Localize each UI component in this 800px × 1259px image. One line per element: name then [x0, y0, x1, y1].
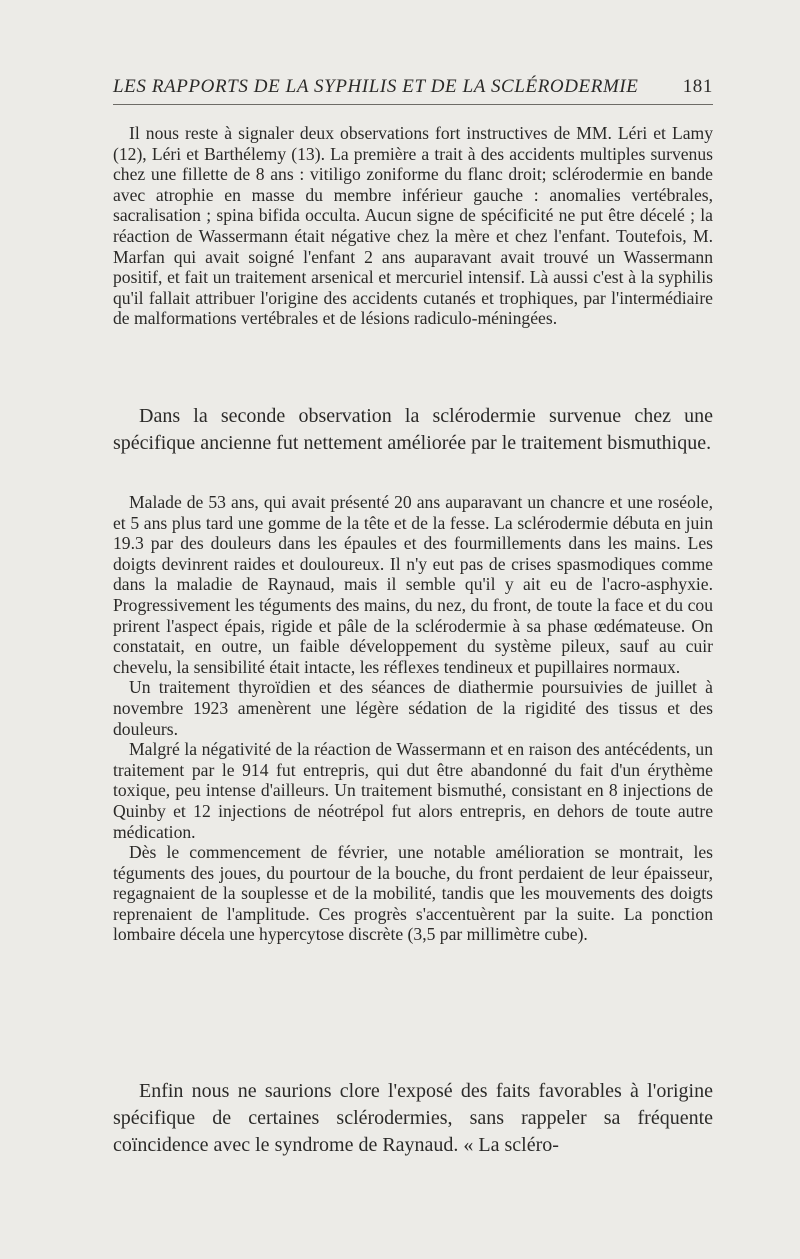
case-paragraph: Dès le commencement de février, une notable amélioration se montrait, les téguments des joues, du pourtour de la bouche, du front perdaient de leur épaisseur, regagnaient de la souplesse et de la mobilité, tandis que les mouvements des doigts reprenaient de l'amplitude. Ces progrès s'accentuèrent par la suite. La ponction lombaire décela une hypercytose discrète (3,5 par millimètre cube). — [113, 842, 713, 945]
page-number: 181 — [682, 76, 713, 97]
paragraph-text: Enfin nous ne saurions clore l'exposé des faits favorables à l'origine spécifique de certaines sclérodermies, sans rappeler sa fréquente coïncidence avec le syndrome de Raynaud. « La scléro- — [113, 1080, 713, 1156]
case-paragraph: Malade de 53 ans, qui avait présenté 20 ans auparavant un chancre et une roséole, et 5 ans plus tard une gomme de la tête et de la fesse. La sclérodermie débuta en juin 19.3 par des douleurs dans les épaules et des fourmillements dans les mains. Les doigts devinrent raides et douloureux. Il n'y eut pas de crises spasmodiques comme dans la maladie de Raynaud, mais il semble qu'il y ait eu de l'acro-asphyxie. Progressivement les téguments des mains, du nez, du front, de toute la face et du cou prirent l'aspect épais, rigide et pâle de la sclérodermie à sa phase œdémateuse. On constatait, en outre, un faible développement du système pileux, sauf au cuir chevelu, la sensibilité était intacte, les réflexes tendineux et pupillaires normaux. — [113, 492, 713, 677]
paragraph-text: Il nous reste à signaler deux observations fort instructives de MM. Léri et Lamy (12), Léri et Barthélemy (13). La première a trait à des accidents multiples survenus chez une fillette de 8 ans : vitiligo zoniforme du flanc droit; sclérodermie en bande avec atrophie en masse du membre inférieur gauche : anomalies vertébrales, sacralisation ; spina bifida occulta. Aucun signe de spécificité ne put être décelé ; la réaction de Wassermann était négative chez la mère et chez l'enfant. Toutefois, M. Marfan qui avait soigné l'enfant 2 ans auparavant avait trouvé un Wassermann positif, et fait un traitement arsenical et mercuriel intensif. Là aussi c'est à la syphilis qu'il fallait attribuer l'origine des accidents cutanés et trophiques, par l'intermédiaire de malformations vertébrales et de lésions radiculo-méningées. — [113, 123, 713, 329]
case-paragraph: Malgré la négativité de la réaction de Wassermann et en raison des antécédents, un traitement par le 914 fut entrepris, qui dut être abandonné du fait d'un érythème toxique, peu intense d'ailleurs. Un traitement bismuthé, consistant en 8 injections de Quinby et 12 injections de néotrépol fut alors entrepris, en dehors de toute autre médication. — [113, 739, 713, 842]
case-report — [113, 492, 713, 945]
running-title: LES RAPPORTS DE LA SYPHILIS ET DE LA SCLÉRODERMIE — [113, 76, 639, 97]
paragraph-conclusion — [113, 1078, 713, 1159]
paragraph-observations-intro — [113, 123, 713, 329]
running-header — [113, 76, 713, 98]
paragraph-second-observation — [113, 403, 713, 457]
paragraph-text: Dans la seconde observation la sclérodermie survenue chez une spécifique ancienne fut nettement améliorée par le traitement bismuthique. — [113, 405, 713, 454]
header-rule — [113, 104, 713, 105]
case-paragraph: Un traitement thyroïdien et des séances de diathermie poursuivies de juillet à novembre 1923 amenèrent une légère sédation de la rigidité des tissus et des douleurs. — [113, 677, 713, 739]
